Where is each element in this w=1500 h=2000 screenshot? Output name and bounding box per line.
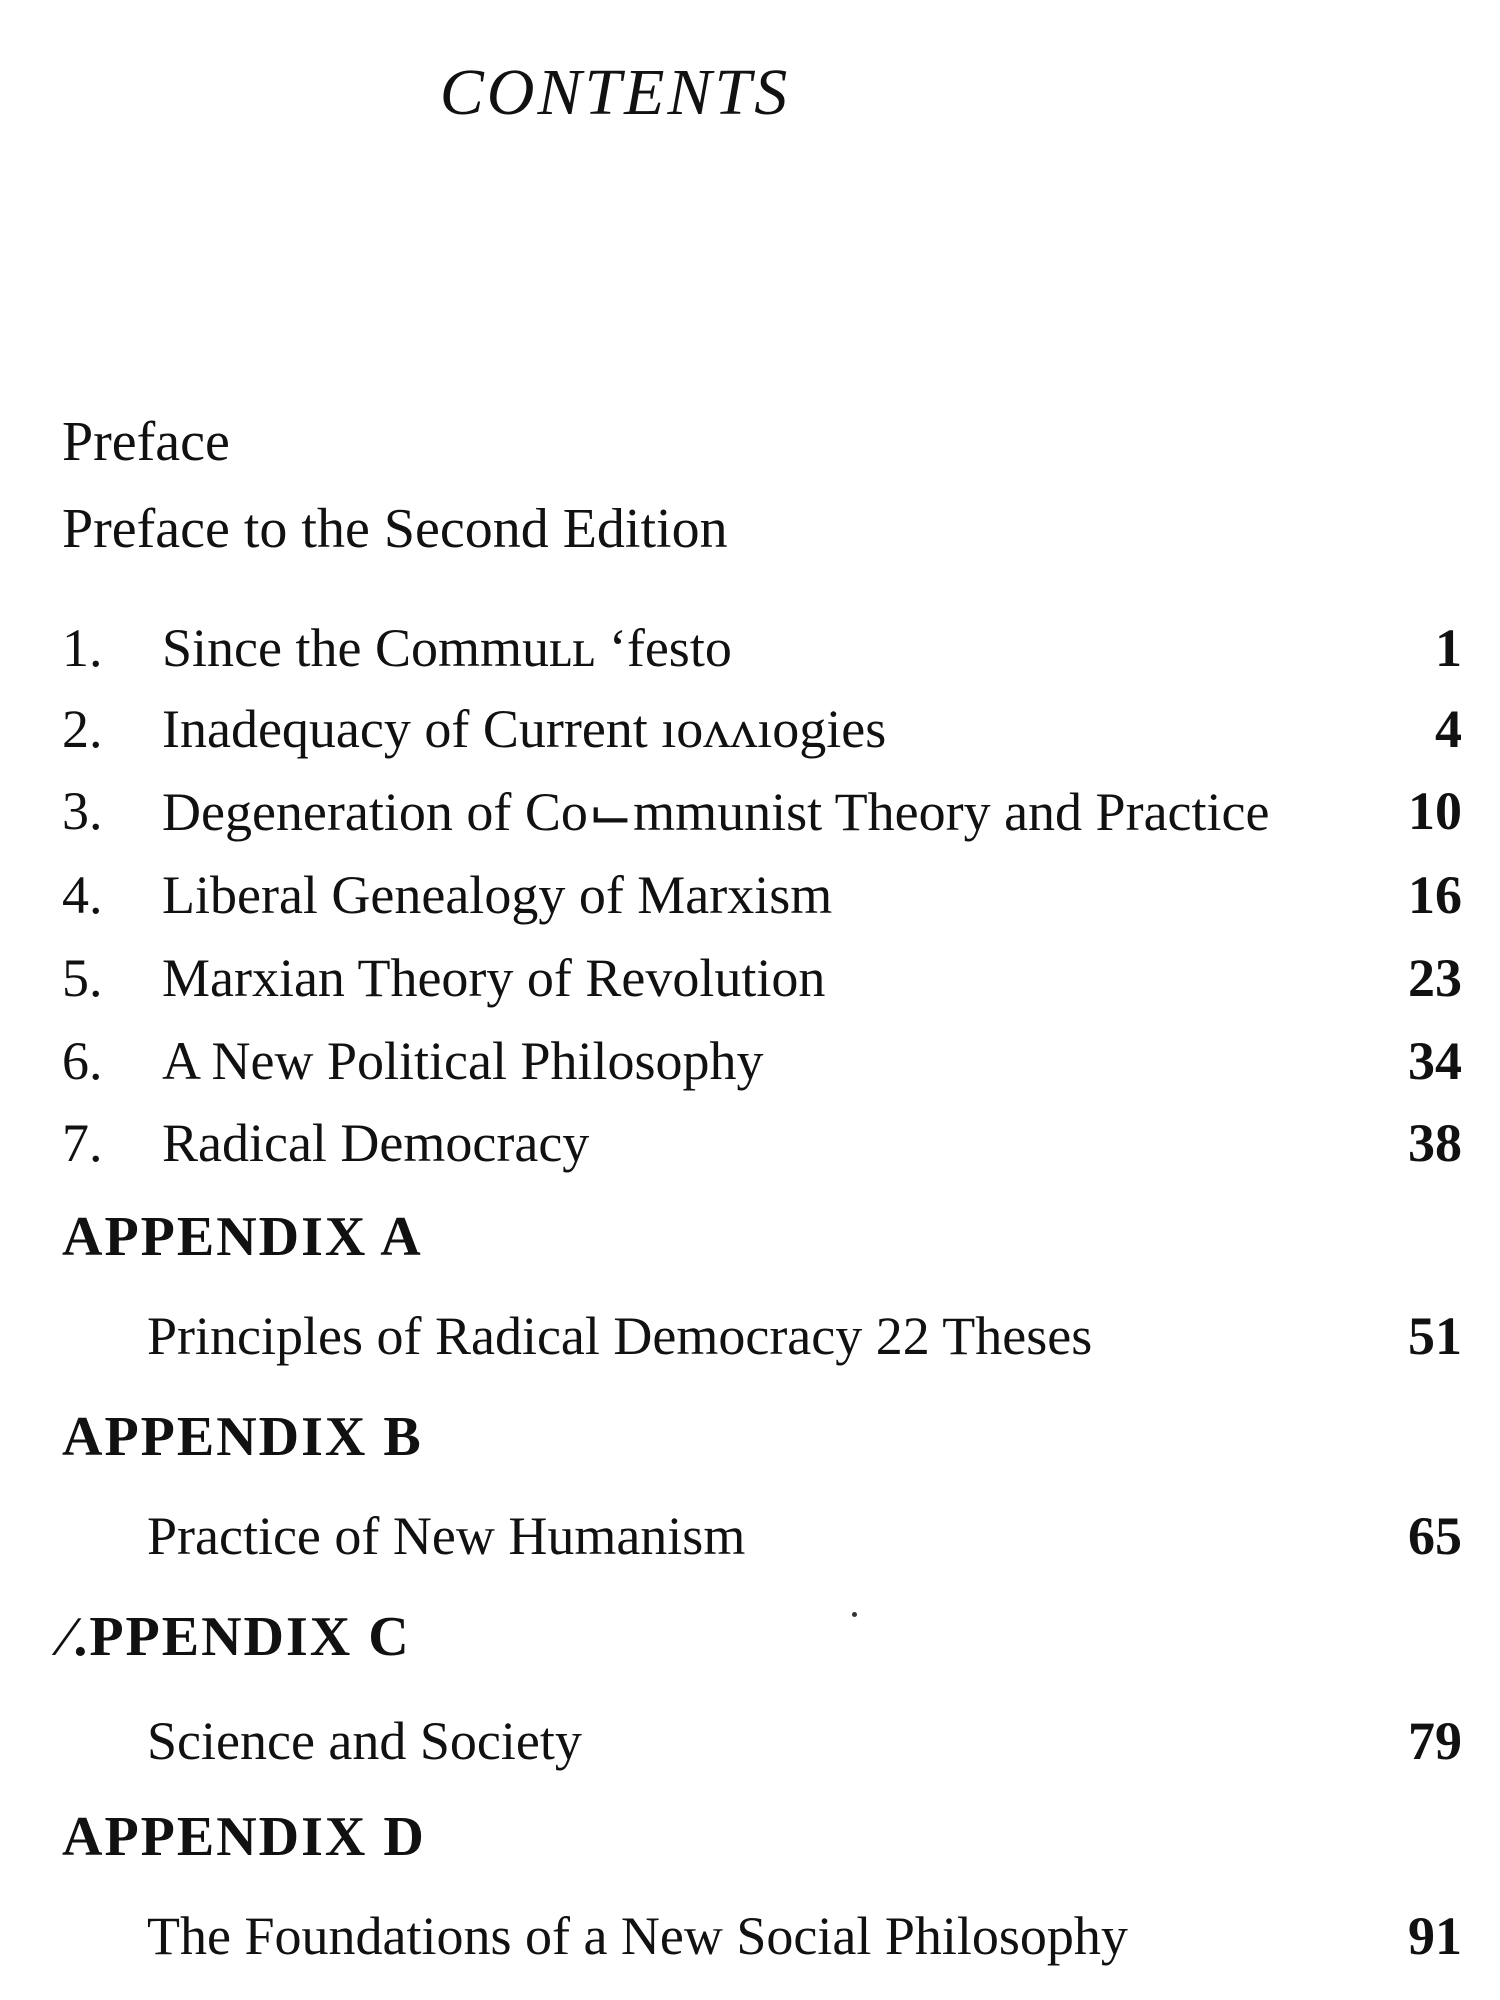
toc-entry	[62, 1112, 1462, 1192]
chapter-title: Liberal Genealogy of Marxism	[162, 865, 833, 925]
chapter-title: Marxian Theory of Revolution	[162, 948, 826, 1008]
appendix-title: The Foundations of a New Social Philosophy	[147, 1906, 1128, 1966]
appendix-title: Practice of New Humanism	[147, 1506, 746, 1566]
front-matter-preface-second-edition: Preface to the Second Edition	[62, 498, 728, 560]
toc-entry	[62, 864, 1462, 944]
chapter-title: A New Political Philosophy	[162, 1031, 764, 1091]
chapter-number: 5.	[62, 948, 103, 1008]
chapter-number: 7.	[62, 1113, 103, 1173]
chapter-page-number: 10	[1408, 781, 1462, 841]
front-matter-preface: Preface	[62, 411, 230, 473]
appendix-heading: APPENDIX A	[62, 1206, 423, 1268]
appendix-title: Principles of Radical Democracy 22 Theses	[147, 1306, 1093, 1366]
toc-entry	[62, 617, 1462, 697]
appendix-page-number: 79	[1408, 1711, 1462, 1771]
appendix-page-number: 91	[1408, 1906, 1462, 1966]
chapter-number: 4.	[62, 865, 103, 925]
ink-speck	[852, 1612, 857, 1617]
chapter-page-number: 38	[1408, 1113, 1462, 1173]
toc-entry	[62, 1030, 1462, 1110]
appendix-page-number: 65	[1408, 1506, 1462, 1566]
toc-entry	[62, 947, 1462, 1027]
toc-entry	[62, 780, 1462, 860]
chapter-page-number: 23	[1408, 948, 1462, 1008]
toc-entry	[62, 1505, 1462, 1585]
chapter-number: 6.	[62, 1031, 103, 1091]
appendix-title: Science and Society	[147, 1711, 582, 1771]
toc-entry	[62, 1905, 1462, 1985]
toc-entry	[62, 1710, 1462, 1790]
appendix-page-number: 51	[1408, 1306, 1462, 1366]
chapter-title: Inadequacy of Current ıoʌʌıogies	[162, 699, 887, 759]
appendix-heading: APPENDIX B	[62, 1406, 423, 1468]
appendix-heading: ⁄.PPENDIX C	[62, 1606, 411, 1668]
chapter-page-number: 34	[1408, 1031, 1462, 1091]
chapter-page-number: 1	[1435, 618, 1462, 678]
chapter-page-number: 16	[1408, 865, 1462, 925]
toc-entry	[62, 698, 1462, 778]
chapter-page-number: 4	[1435, 699, 1462, 759]
chapter-title: Radical Democracy	[162, 1113, 590, 1173]
chapter-number: 2.	[62, 699, 103, 759]
toc-entry	[62, 1305, 1462, 1385]
chapter-number: 3.	[62, 781, 103, 841]
chapter-number: 1.	[62, 618, 103, 678]
chapter-title: Since the Commuʟʟ ʻfesto	[162, 618, 732, 678]
chapter-title: Degeneration of Co⌙mmunist Theory and Practice	[162, 782, 1270, 842]
appendix-heading: APPENDIX D	[62, 1806, 426, 1868]
page-title: CONTENTS	[439, 56, 791, 129]
